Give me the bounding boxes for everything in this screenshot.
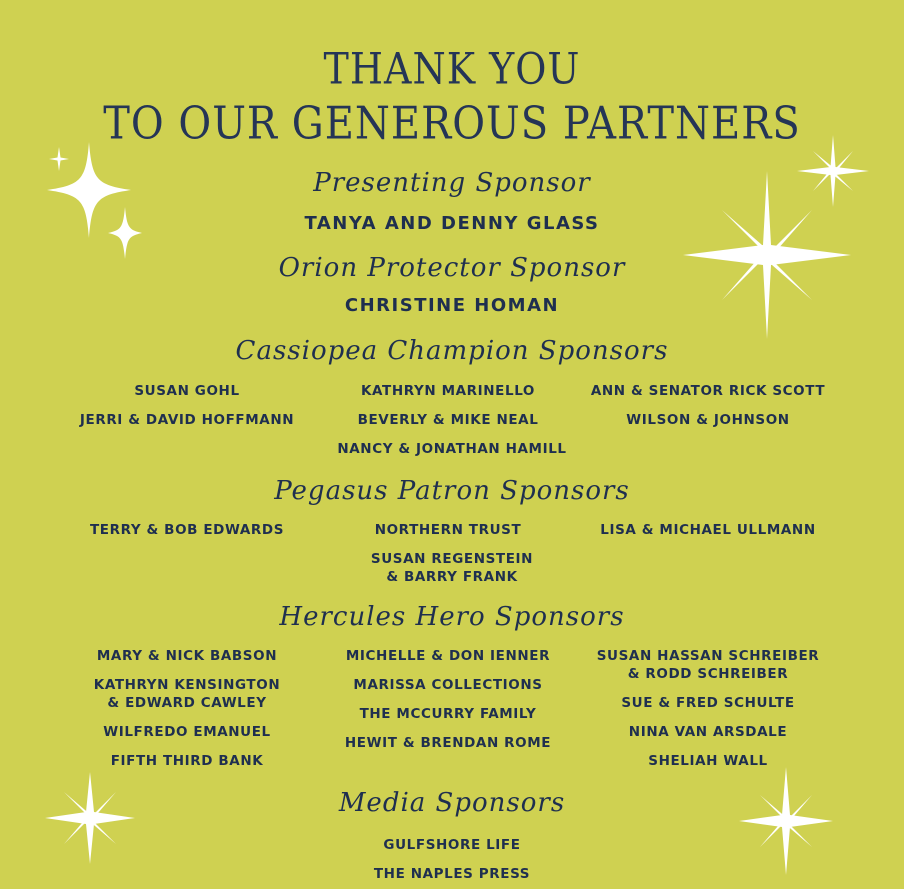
sponsor-name: BEVERLY & MIKE NEAL [357, 412, 539, 428]
sponsor-name: SUSAN REGENSTEIN [370, 551, 534, 567]
sponsor-name: FIFTH THIRD BANK [110, 753, 264, 769]
sponsor-name: MARY & NICK BABSON [96, 648, 278, 664]
page-title-line-2: TO OUR GENEROUS PARTNERS [103, 98, 801, 150]
sponsor-name: SUE & FRED SCHULTE [621, 695, 795, 711]
cassiopea-sponsors-heading: Cassiopea Champion Sponsors [235, 336, 669, 366]
orion-sponsor-heading: Orion Protector Sponsor [278, 253, 626, 283]
orion-sponsor-name: CHRISTINE HOMAN [344, 295, 560, 316]
sponsor-name: WILSON & JOHNSON [626, 412, 790, 428]
presenting-sponsor-name: TANYA AND DENNY GLASS [304, 213, 600, 234]
sponsor-name: MARISSA COLLECTIONS [353, 677, 543, 693]
sponsor-name: JERRI & DAVID HOFFMANN [79, 412, 295, 428]
sponsor-name: KATHRYN KENSINGTON [93, 677, 281, 693]
sparkle-icon [48, 146, 70, 172]
sponsor-name: HEWIT & BRENDAN ROME [344, 735, 552, 751]
sponsor-name: ANN & SENATOR RICK SCOTT [590, 383, 826, 399]
sponsor-name: NANCY & JONATHAN HAMILL [337, 441, 567, 457]
sponsor-name: KATHRYN MARINELLO [360, 383, 536, 399]
sponsor-name: THE NAPLES PRESS [373, 866, 531, 882]
sparkle-icon [44, 770, 136, 866]
hercules-sponsors-heading: Hercules Hero Sponsors [279, 602, 625, 632]
sponsor-name: SHELIAH WALL [648, 753, 768, 769]
sponsor-name: GULFSHORE LIFE [383, 837, 521, 853]
pegasus-sponsors-heading: Pegasus Patron Sponsors [274, 476, 630, 506]
presenting-sponsor-heading: Presenting Sponsor [313, 168, 591, 198]
sponsor-name: & RODD SCHREIBER [627, 666, 789, 682]
sponsor-name: WILFREDO EMANUEL [103, 724, 271, 740]
sponsor-name: & BARRY FRANK [386, 569, 518, 585]
sponsor-name: NORTHERN TRUST [374, 522, 522, 538]
sponsor-name: NINA VAN ARSDALE [628, 724, 788, 740]
sponsor-name: SUSAN HASSAN SCHREIBER [596, 648, 820, 664]
sparkle-icon [738, 766, 834, 876]
sponsor-name: & EDWARD CAWLEY [107, 695, 267, 711]
media-sponsors-heading: Media Sponsors [338, 788, 566, 818]
sponsor-name: SUSAN GOHL [134, 383, 240, 399]
sponsor-name: TERRY & BOB EDWARDS [89, 522, 285, 538]
page-title-line-1: THANK YOU [323, 44, 581, 94]
sponsor-name: MICHELLE & DON IENNER [345, 648, 551, 664]
sponsor-name: THE MCCURRY FAMILY [359, 706, 537, 722]
sponsor-name: LISA & MICHAEL ULLMANN [600, 522, 816, 538]
